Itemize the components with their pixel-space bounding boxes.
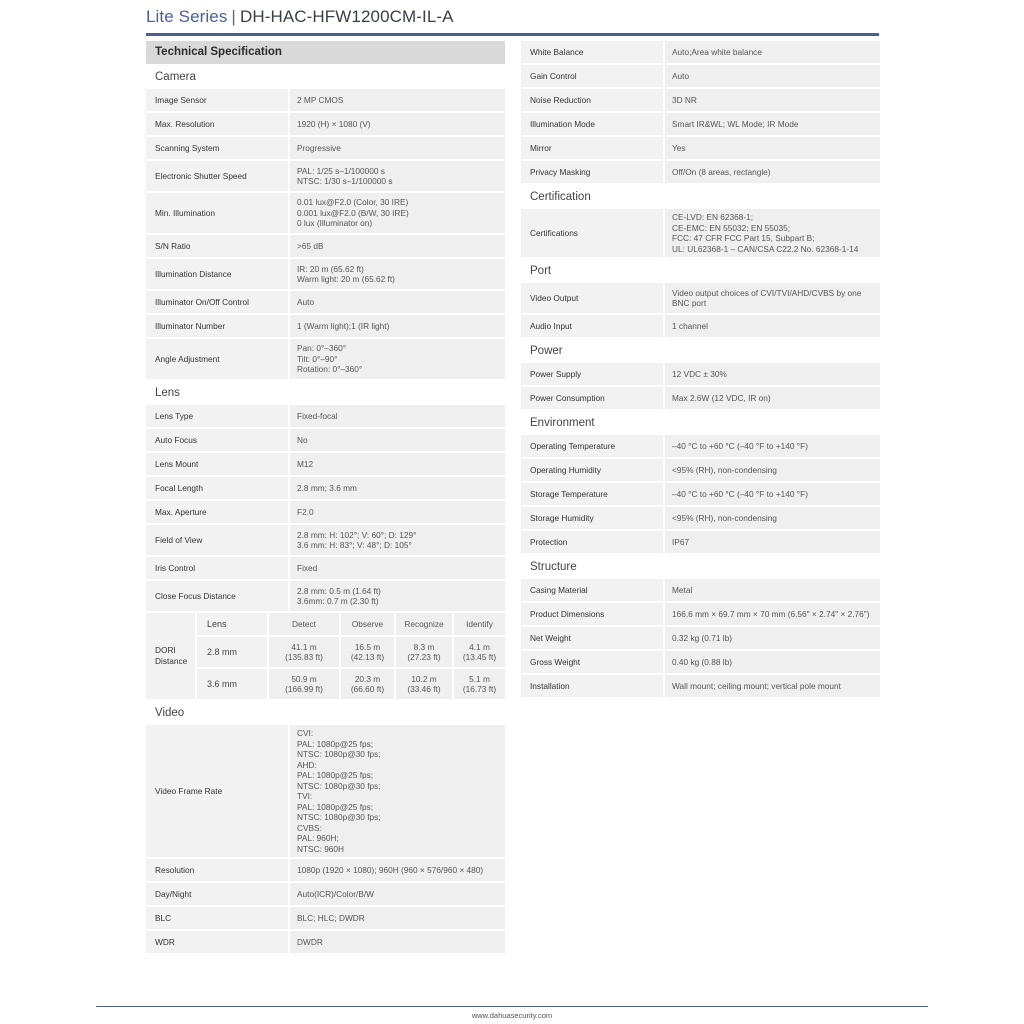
title-separator: | bbox=[231, 7, 236, 26]
spec-value bbox=[290, 907, 505, 929]
spec-label: Illuminator On/Off Control bbox=[146, 291, 288, 313]
dori-grid bbox=[197, 613, 505, 699]
dori-cell bbox=[396, 669, 452, 699]
spec-label: Gain Control bbox=[521, 65, 663, 87]
section-video: Video bbox=[155, 707, 185, 719]
spec-row bbox=[146, 557, 505, 579]
spec-value-line: Metal bbox=[672, 584, 693, 595]
spec-value bbox=[290, 315, 505, 337]
spec-value-line: Auto;Area white balance bbox=[672, 46, 762, 57]
spec-value bbox=[290, 193, 505, 233]
camera-table bbox=[146, 89, 505, 379]
spec-value-line: PAL: 1080p@25 fps; bbox=[297, 770, 374, 780]
certification-table bbox=[521, 209, 880, 257]
series-name: Lite Series bbox=[146, 7, 228, 26]
right-column bbox=[521, 41, 880, 699]
spec-value bbox=[665, 89, 880, 111]
spec-row bbox=[521, 387, 880, 409]
power-table bbox=[521, 363, 880, 409]
dori-cell bbox=[269, 637, 339, 667]
footer-website: www.dahuasecurity.com bbox=[471, 1011, 553, 1020]
spec-value bbox=[665, 435, 880, 457]
dori-cell-line: 8.3 m bbox=[413, 641, 435, 652]
lens-table bbox=[146, 405, 505, 611]
spec-row bbox=[521, 579, 880, 601]
spec-row bbox=[521, 603, 880, 625]
spec-row bbox=[146, 477, 505, 499]
spec-row bbox=[146, 113, 505, 135]
dori-lens: 3.6 mm bbox=[197, 669, 267, 699]
spec-label: S/N Ratio bbox=[146, 235, 288, 257]
section-environment: Environment bbox=[530, 417, 595, 429]
spec-value-line: 0 lux (Illuminator on) bbox=[297, 218, 373, 229]
spec-value-line: Yes bbox=[672, 142, 686, 153]
spec-value bbox=[290, 859, 505, 881]
spec-row bbox=[146, 193, 505, 233]
spec-value-line: 3.6mm: 0.7 m (2.30 ft) bbox=[297, 596, 379, 606]
spec-value bbox=[665, 675, 880, 697]
spec-label: Illumination Mode bbox=[521, 113, 663, 135]
spec-value bbox=[290, 501, 505, 523]
spec-value-line: FCC: 47 CFR FCC Part 15, Subpart B; bbox=[672, 233, 815, 243]
spec-value bbox=[290, 525, 505, 555]
section-camera: Camera bbox=[155, 71, 196, 83]
spec-label: Noise Reduction bbox=[521, 89, 663, 111]
spec-value-line: <95% (RH), non-condensing bbox=[672, 512, 777, 523]
spec-label: Storage Humidity bbox=[521, 507, 663, 529]
spec-label: Privacy Masking bbox=[521, 161, 663, 183]
dori-cell bbox=[341, 669, 394, 699]
dori-cell bbox=[341, 637, 394, 667]
dori-header: Observe bbox=[341, 613, 394, 635]
spec-value-line: Rotation: 0°–360° bbox=[297, 364, 363, 375]
spec-value-line: 1080p (1920 × 1080); 960H (960 × 576/960 × 480) bbox=[297, 864, 484, 875]
dori-cell bbox=[396, 637, 452, 667]
dori-cell bbox=[454, 637, 505, 667]
spec-value bbox=[665, 603, 880, 625]
dori-cell-line: (42.13 ft) bbox=[350, 652, 385, 662]
spec-value-line: Off/On (8 areas, rectangle) bbox=[672, 166, 771, 177]
spec-row bbox=[146, 859, 505, 881]
section-structure: Structure bbox=[530, 561, 577, 573]
spec-row bbox=[521, 531, 880, 553]
spec-value bbox=[290, 291, 505, 313]
document-title bbox=[146, 7, 454, 27]
spec-value-line: 12 VDC ± 30% bbox=[672, 368, 727, 379]
spec-value bbox=[290, 581, 505, 611]
spec-value-line: Auto bbox=[297, 296, 315, 307]
spec-value-line: Warm light: 20 m (65.62 ft) bbox=[297, 274, 395, 284]
dori-cell-line: (166.99 ft) bbox=[285, 684, 323, 694]
section-lens: Lens bbox=[155, 387, 180, 399]
spec-value-line: 166.6 mm × 69.7 mm × 70 mm (6.56" × 2.74" × 2.76") bbox=[672, 608, 870, 619]
spec-value-line: Max 2.6W (12 VDC, IR on) bbox=[672, 392, 771, 403]
section-certification: Certification bbox=[530, 191, 591, 203]
spec-value-line: CVI: bbox=[297, 728, 314, 738]
spec-value-line: Fixed-focal bbox=[297, 410, 338, 421]
spec-row bbox=[521, 459, 880, 481]
spec-value bbox=[290, 113, 505, 135]
structure-table bbox=[521, 579, 880, 697]
spec-label: Max. Aperture bbox=[146, 501, 288, 523]
spec-value-line: Auto(ICR)/Color/B/W bbox=[297, 888, 374, 899]
spec-label: Audio Input bbox=[521, 315, 663, 337]
spec-row bbox=[146, 525, 505, 555]
spec-label: Iris Control bbox=[146, 557, 288, 579]
spec-label: Auto Focus bbox=[146, 429, 288, 451]
spec-row bbox=[521, 113, 880, 135]
spec-row bbox=[146, 137, 505, 159]
spec-label: White Balance bbox=[521, 41, 663, 63]
spec-row bbox=[146, 291, 505, 313]
spec-row bbox=[146, 907, 505, 929]
spec-label: Operating Temperature bbox=[521, 435, 663, 457]
spec-row bbox=[146, 883, 505, 905]
spec-value-line: NTSC: 1080p@30 fps; bbox=[297, 749, 381, 759]
dori-header: Lens bbox=[197, 613, 267, 635]
spec-value bbox=[665, 161, 880, 183]
spec-value-line: 1 (Warm light);1 (IR light) bbox=[297, 320, 390, 331]
spec-value-line: –40 °C to +60 °C (–40 °F to +140 °F) bbox=[672, 488, 808, 499]
section-power: Power bbox=[530, 345, 563, 357]
spec-value-line: 0.32 kg (0.71 lb) bbox=[672, 632, 732, 643]
dori-cell-line: 50.9 m bbox=[291, 673, 317, 684]
spec-label: Image Sensor bbox=[146, 89, 288, 111]
spec-value bbox=[290, 429, 505, 451]
spec-label: Max. Resolution bbox=[146, 113, 288, 135]
spec-row bbox=[521, 315, 880, 337]
spec-value bbox=[290, 883, 505, 905]
spec-value-line: CVBS: bbox=[297, 822, 322, 833]
spec-row bbox=[521, 483, 880, 505]
dori-cell-line: (66.60 ft) bbox=[350, 684, 385, 694]
spec-value-line: TVI: bbox=[297, 791, 313, 801]
spec-value-line: 3.6 mm: H: 83°; V: 48°; D: 105° bbox=[297, 540, 412, 550]
spec-value-line: PAL: 1080p@25 fps; bbox=[297, 738, 374, 749]
spec-value bbox=[290, 453, 505, 475]
spec-label: Day/Night bbox=[146, 883, 288, 905]
spec-row bbox=[521, 65, 880, 87]
environment-table bbox=[521, 435, 880, 553]
spec-value-line: Progressive bbox=[297, 142, 341, 153]
spec-value-line: F2.0 bbox=[297, 506, 314, 517]
dori-cell-line: 16.5 m bbox=[354, 641, 381, 652]
spec-value-line: Fixed bbox=[297, 562, 318, 573]
port-table bbox=[521, 283, 880, 337]
spec-row bbox=[521, 507, 880, 529]
spec-value bbox=[665, 209, 880, 257]
spec-value-line: AHD: bbox=[297, 759, 317, 770]
spec-value bbox=[665, 283, 880, 313]
spec-label: Net Weight bbox=[521, 627, 663, 649]
header-rule bbox=[146, 33, 879, 36]
spec-label: Close Focus Distance bbox=[146, 581, 288, 611]
spec-value-line: Tilt: 0°–90° bbox=[297, 353, 338, 364]
spec-value-line: 3D NR bbox=[672, 94, 697, 105]
dori-cell-line: (13.45 ft) bbox=[462, 652, 497, 662]
spec-label: Power Consumption bbox=[521, 387, 663, 409]
spec-value-line: M12 bbox=[297, 458, 314, 469]
spec-value-line: >65 dB bbox=[297, 240, 324, 251]
dori-cell-line: 20.3 m bbox=[354, 673, 381, 684]
spec-row bbox=[521, 675, 880, 697]
spec-value-line: NTSC: 1080p@30 fps; bbox=[297, 780, 381, 791]
dori-header: Recognize bbox=[396, 613, 452, 635]
spec-value bbox=[665, 483, 880, 505]
spec-value-line: NTSC: 960H bbox=[297, 843, 345, 854]
spec-label: Lens Mount bbox=[146, 453, 288, 475]
spec-value bbox=[665, 579, 880, 601]
spec-row bbox=[521, 41, 880, 63]
spec-value-line: 2.8 mm: H: 102°; V: 60°; D: 129° bbox=[297, 529, 417, 540]
dori-lens: 2.8 mm bbox=[197, 637, 267, 667]
spec-value bbox=[665, 531, 880, 553]
spec-value-line: 2.8 mm; 3.6 mm bbox=[297, 482, 357, 493]
spec-value-line: 0.01 lux@F2.0 (Color, 30 IRE) bbox=[297, 197, 409, 208]
spec-value bbox=[290, 235, 505, 257]
spec-row bbox=[146, 259, 505, 289]
spec-value bbox=[290, 477, 505, 499]
spec-label: Lens Type bbox=[146, 405, 288, 427]
spec-value-line: <95% (RH), non-condensing bbox=[672, 464, 777, 475]
spec-label: WDR bbox=[146, 931, 288, 953]
spec-value-line: –40 °C to +60 °C (–40 °F to +140 °F) bbox=[672, 440, 808, 451]
spec-value-line: Wall mount; ceiling mount; vertical pole mount bbox=[672, 680, 841, 691]
spec-row bbox=[521, 435, 880, 457]
spec-label: Angle Adjustment bbox=[146, 339, 288, 379]
dori-cell-line: (135.83 ft) bbox=[285, 652, 323, 662]
spec-value-line: CE-LVD: EN 62368-1; bbox=[672, 212, 754, 222]
spec-value-line: PAL: 960H; bbox=[297, 833, 339, 843]
spec-row bbox=[521, 283, 880, 313]
spec-value bbox=[665, 137, 880, 159]
spec-value bbox=[290, 137, 505, 159]
dori-cell bbox=[454, 669, 505, 699]
spec-value bbox=[665, 627, 880, 649]
spec-row bbox=[521, 89, 880, 111]
spec-value-line: PAL: 1/25 s–1/100000 s bbox=[297, 165, 385, 176]
spec-label: Casing Material bbox=[521, 579, 663, 601]
spec-value bbox=[665, 387, 880, 409]
spec-value-line: 0.001 lux@F2.0 (B/W, 30 IRE) bbox=[297, 207, 409, 218]
spec-value-line: 1920 (H) × 1080 (V) bbox=[297, 118, 371, 129]
spec-row bbox=[521, 363, 880, 385]
spec-row bbox=[146, 89, 505, 111]
camera-cont-table bbox=[521, 41, 880, 183]
spec-value bbox=[665, 41, 880, 63]
left-column bbox=[146, 41, 505, 955]
spec-value-line: NTSC: 1/30 s–1/100000 s bbox=[297, 176, 393, 186]
dori-header: Identify bbox=[454, 613, 505, 635]
spec-value bbox=[290, 89, 505, 111]
spec-row bbox=[521, 209, 880, 257]
spec-label: Min. Illumination bbox=[146, 193, 288, 233]
spec-label: Focal Length bbox=[146, 477, 288, 499]
spec-label: Illumination Distance bbox=[146, 259, 288, 289]
spec-value bbox=[290, 931, 505, 953]
spec-value-line: 2 MP CMOS bbox=[297, 94, 344, 105]
spec-label: Certifications bbox=[521, 209, 663, 257]
spec-value-line: 2.8 mm: 0.5 m (1.64 ft) bbox=[297, 585, 381, 596]
spec-value-line: BLC; HLC; DWDR bbox=[297, 912, 365, 923]
spec-value bbox=[290, 339, 505, 379]
spec-label: Resolution bbox=[146, 859, 288, 881]
spec-value-line: 0.40 kg (0.88 lb) bbox=[672, 656, 732, 667]
spec-title: Technical Specification bbox=[146, 41, 505, 64]
spec-row bbox=[146, 161, 505, 191]
spec-value-line: BNC port bbox=[672, 298, 707, 308]
spec-value bbox=[290, 725, 505, 857]
spec-label: Installation bbox=[521, 675, 663, 697]
spec-value-line: IP67 bbox=[672, 536, 690, 547]
spec-label: Mirror bbox=[521, 137, 663, 159]
spec-value bbox=[665, 315, 880, 337]
spec-row bbox=[146, 931, 505, 953]
spec-row bbox=[521, 161, 880, 183]
spec-value-line: Video output choices of CVI/TVI/AHD/CVBS by one bbox=[672, 287, 862, 298]
spec-label: BLC bbox=[146, 907, 288, 929]
spec-label: Field of View bbox=[146, 525, 288, 555]
video-table bbox=[146, 725, 505, 953]
spec-value bbox=[665, 113, 880, 135]
spec-value-line: UL: UL62368-1 – CAN/CSA C22.2 No. 62368-1-14 bbox=[672, 243, 859, 254]
spec-value bbox=[665, 363, 880, 385]
spec-value bbox=[665, 65, 880, 87]
footer-rule bbox=[96, 1006, 928, 1007]
spec-value-line: No bbox=[297, 434, 308, 445]
spec-value-line: Smart IR&WL; WL Mode; IR Mode bbox=[672, 118, 799, 129]
spec-value-line: Pan: 0°–360° bbox=[297, 343, 347, 354]
spec-label: Protection bbox=[521, 531, 663, 553]
spec-value bbox=[290, 259, 505, 289]
dori-cell-line: (16.73 ft) bbox=[462, 684, 497, 694]
spec-label: Product Dimensions bbox=[521, 603, 663, 625]
spec-label: Storage Temperature bbox=[521, 483, 663, 505]
dori-cell bbox=[269, 669, 339, 699]
spec-row bbox=[521, 627, 880, 649]
spec-label: Electronic Shutter Speed bbox=[146, 161, 288, 191]
spec-label: Video Output bbox=[521, 283, 663, 313]
spec-value-line: CE-EMC: EN 55032; EN 55035; bbox=[672, 222, 791, 233]
spec-value bbox=[290, 557, 505, 579]
spec-value-line: IR: 20 m (65.62 ft) bbox=[297, 263, 364, 274]
spec-value bbox=[665, 507, 880, 529]
spec-row bbox=[146, 235, 505, 257]
spec-row bbox=[146, 501, 505, 523]
dori-cell-line: 4.1 m bbox=[469, 641, 490, 652]
spec-value-line: DWDR bbox=[297, 936, 323, 947]
spec-value bbox=[665, 459, 880, 481]
dori-label: DORI Distance bbox=[146, 613, 195, 699]
spec-value-line: NTSC: 1080p@30 fps; bbox=[297, 812, 381, 822]
spec-row bbox=[146, 315, 505, 337]
spec-row bbox=[146, 581, 505, 611]
dori-cell-line: (27.23 ft) bbox=[407, 652, 441, 662]
dori-header: Detect bbox=[269, 613, 339, 635]
spec-label: Operating Humidity bbox=[521, 459, 663, 481]
spec-label: Illuminator Number bbox=[146, 315, 288, 337]
spec-label: Power Supply bbox=[521, 363, 663, 385]
spec-row bbox=[146, 339, 505, 379]
dori-cell-line: 10.2 m bbox=[411, 673, 437, 684]
spec-value bbox=[290, 405, 505, 427]
spec-row bbox=[146, 405, 505, 427]
spec-row bbox=[146, 453, 505, 475]
dori-table bbox=[146, 613, 505, 699]
model-name: DH-HAC-HFW1200CM-IL-A bbox=[239, 7, 454, 26]
spec-value-line: 1 channel bbox=[672, 320, 708, 331]
spec-value-line: PAL: 1080p@25 fps; bbox=[297, 801, 374, 812]
spec-row bbox=[146, 725, 505, 857]
spec-label: Scanning System bbox=[146, 137, 288, 159]
section-port: Port bbox=[530, 265, 552, 277]
dori-cell-line: 41.1 m bbox=[291, 641, 317, 652]
spec-row bbox=[521, 651, 880, 673]
spec-label: Gross Weight bbox=[521, 651, 663, 673]
spec-value bbox=[290, 161, 505, 191]
spec-row bbox=[146, 429, 505, 451]
dori-cell-line: (33.46 ft) bbox=[407, 684, 441, 694]
spec-value-line: Auto bbox=[672, 70, 690, 81]
spec-label: Video Frame Rate bbox=[146, 725, 288, 857]
spec-value bbox=[665, 651, 880, 673]
spec-row bbox=[521, 137, 880, 159]
dori-cell-line: 5.1 m bbox=[469, 673, 490, 684]
